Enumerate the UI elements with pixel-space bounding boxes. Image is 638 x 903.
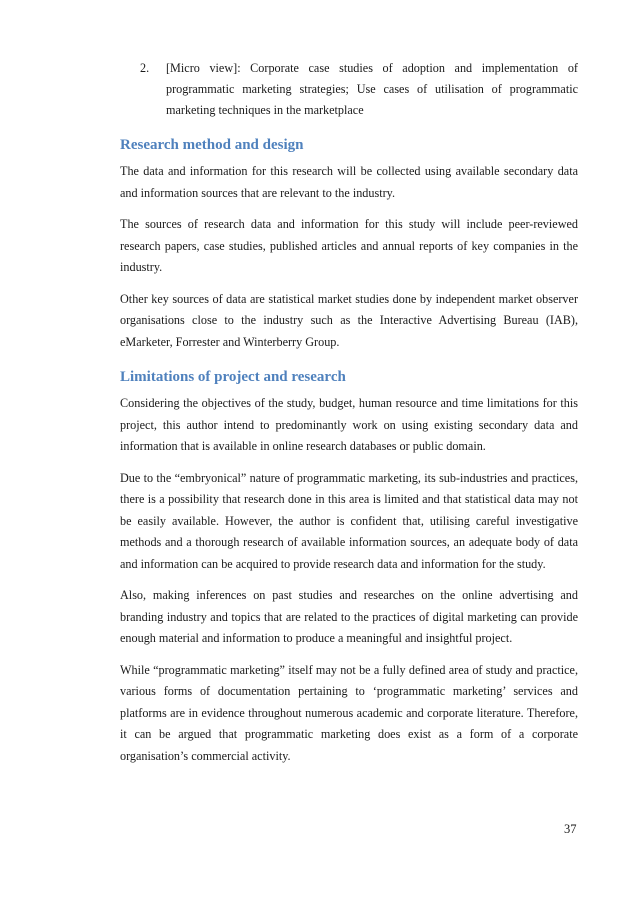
paragraph: Other key sources of data are statistical market studies done by independent market observer organisations close to the industry such as the Interactive Advertising Bureau (IAB), eMarketer, Forrester and Winterberry Group.: [120, 291, 578, 349]
paragraph: Considering the objectives of the study, budget, human resource and time limitations for this project, this author intend to predominantly work on using existing secondary data and information that is available in online research databases or public domain.: [120, 396, 578, 453]
paragraph: The sources of research data and information for this study will include peer-reviewed research papers, case studies, published articles and annual reports of key companies in the industry.: [120, 217, 578, 274]
paragraph: Also, making inferences on past studies and researches on the online advertising and branding industry and topics that are related to the practices of digital marketing can provide enough material and information to produce a meaningful and insightful project.: [120, 588, 578, 645]
list-item: [120, 58, 578, 121]
section-heading-limitations: Limitations of project and research: [120, 369, 346, 385]
list-number: 2.: [140, 61, 150, 75]
paragraph: While “programmatic marketing” itself may not be a fully defined area of study and practice, various forms of documentation pertaining to ‘programmatic marketing’ services and platforms are in evidence throughout numerous academic and corporate literature. Therefore, it can be argued that programmatic marketing does exist as a form of a corporate organisation’s commercial activity.: [120, 662, 578, 763]
page-number: 37: [564, 822, 577, 836]
paragraph: The data and information for this research will be collected using available secondary data and information sources that are relevant to the industry.: [120, 164, 578, 200]
list-text: [Micro view]: Corporate case studies of adoption and implementation of programmatic marketing strategies; Use cases of utilisation of programmatic marketing techniques in the marketplace: [166, 61, 578, 117]
page-content: [120, 58, 578, 777]
paragraph: Due to the “embryonical” nature of programmatic marketing, its sub-industries and practices, there is a possibility that research done in this area is limited and that statistical data may not be easily available. However, the author is confident that, utilising careful investigative methods and a thorough research of available information sources, an adequate body of data and information can be acquired to provide research data and information for the study.: [120, 470, 578, 571]
section-heading-research-method: Research method and design: [120, 137, 304, 153]
